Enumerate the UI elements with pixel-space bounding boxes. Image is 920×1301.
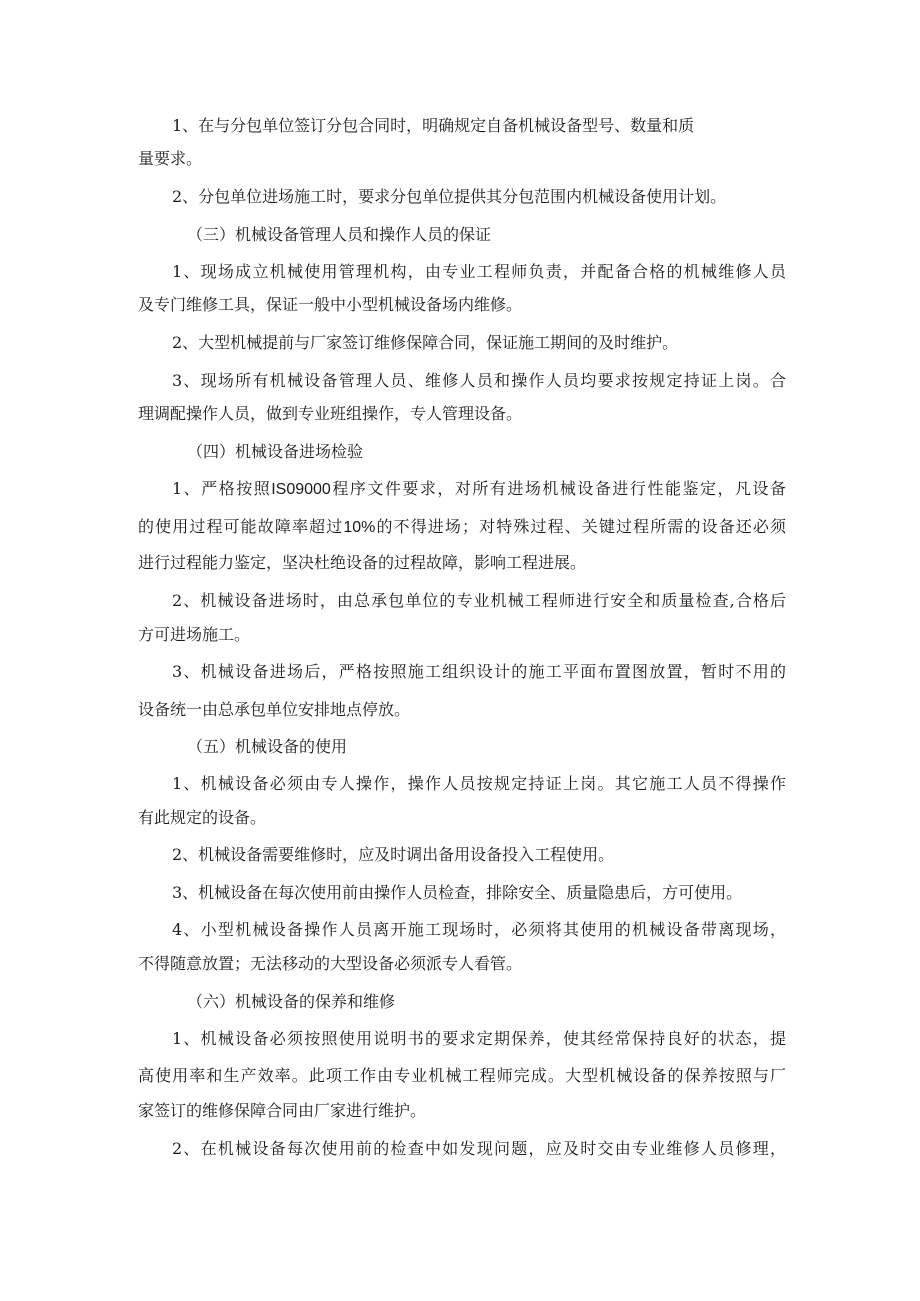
text-run: 的使用过程可能故障率超过 [138,517,344,536]
paragraph-line: 设备统一由总承包单位安排地点停放。 [138,700,411,719]
paragraph-line: 及专门维修工具，保证一般中小型机械设备场内维修。 [138,295,523,314]
paragraph-line: 1、机械设备必须由专人操作，操作人员按规定持证上岗。其它施工人员不得操作 [172,774,786,793]
paragraph-line: 2、分包单位进场施工时，要求分包单位提供其分包范围内机械设备使用计划。 [172,187,727,206]
section-heading: （三）机械设备管理人员和操作人员的保证 [187,225,492,244]
paragraph-line: 进行过程能力鉴定，坚决杜绝设备的过程故障，影响工程进展。 [138,553,587,572]
paragraph-line: 2、在机械设备每次使用前的检查中如发现问题，应及时交由专业维修人员修理， [172,1139,786,1158]
section-heading: （六）机械设备的保养和维修 [187,992,396,1011]
paragraph-line: 1、机械设备必须按照使用说明书的要求定期保养，使其经常保持良好的状态，提 [172,1029,786,1048]
paragraph-line [138,515,786,540]
paragraph-line: 理调配操作人员，做到专业班组操作，专人管理设备。 [138,404,523,423]
paragraph-line: 有此规定的设备。 [138,808,267,827]
paragraph-line: 2、大型机械提前与厂家签订维修保障合同，保证施工期间的及时维护。 [172,333,679,352]
paragraph-line: 3、现场所有机械设备管理人员、维修人员和操作人员均要求按规定持证上岗。合 [172,371,786,390]
standard-code: IS09000 [271,481,331,498]
paragraph-line: 1、在与分包单位签订分包合同时，明确规定自备机械设备型号、数量和质 [172,116,695,135]
paragraph-line: 量要求。 [138,149,203,168]
paragraph-line: 1、现场成立机械使用管理机构，由专业工程师负责，并配备合格的机械维修人员 [172,262,786,281]
paragraph-line: 高使用率和生产效率。此项工作由专业机械工程师完成。大型机械设备的保养按照与厂 [138,1066,786,1085]
paragraph-line: 3、机械设备在每次使用前由操作人员检查，排除安全、质量隐患后，方可使用。 [172,883,743,902]
paragraph-line: 方可进场施工。 [138,625,251,644]
section-heading: （五）机械设备的使用 [187,737,348,756]
paragraph-line: 3、机械设备进场后，严格按照施工组织设计的施工平面布置图放置，暂时不用的 [172,662,786,681]
paragraph-line: 不得随意放置；无法移动的大型设备必须派专人看管。 [138,954,523,973]
paragraph-line: 2、机械设备进场时，由总承包单位的专业机械工程师进行安全和质量检查,合格后 [172,591,786,610]
paragraph-line: 家签订的维修保障合同由厂家进行维护。 [138,1101,427,1120]
percentage-value: 10% [343,519,376,536]
text-run: 程序文件要求，对所有进场机械设备进行性能鉴定，凡设备 [330,479,786,498]
section-heading: （四）机械设备进场检验 [187,442,364,461]
paragraph-line: 2、机械设备需要维修时，应及时调出备用设备投入工程使用。 [172,845,615,864]
paragraph-line [172,477,786,502]
text-run: 的不得进场；对特殊过程、关键过程所需的设备还必须 [375,517,786,536]
paragraph-line: 4、小型机械设备操作人员离开施工现场时，必须将其使用的机械设备带离现场， [172,920,786,939]
text-run: 1、严格按照 [172,479,272,498]
